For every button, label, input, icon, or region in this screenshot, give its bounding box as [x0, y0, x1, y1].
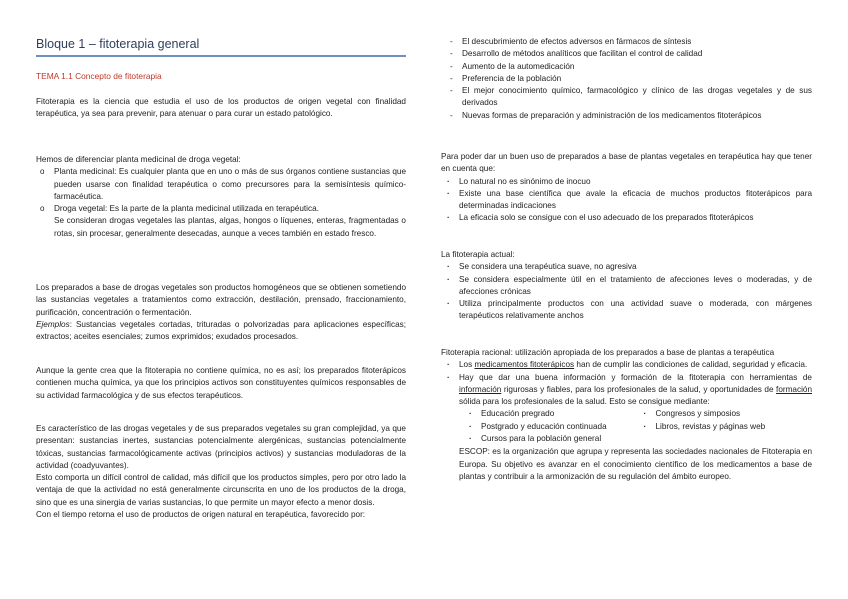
list-item: · Existe una base científica que avale la eficacia de muchos productos fitoterápicos para determinadas indicaciones	[441, 188, 812, 213]
paragraph-text: Se consideran drogas vegetales las plantas, algas, hongos o líquenes, enteras, fragmentadas o rotas, sin procesar, generalmente desecadas, aunque a veces también en estado fresco.	[54, 216, 406, 238]
section-heading: La fitoterapia actual:	[441, 250, 515, 259]
list-item: · Se considera una terapéutica suave, no agresiva	[441, 261, 812, 273]
list-item: · Educación pregrado	[463, 408, 638, 420]
list-item: · Se considera especialmente útil en el tratamiento de afecciones leves o moderadas, y de afecciones crónicas	[441, 274, 812, 299]
list-item: · Congresos y simposios	[638, 408, 813, 420]
list-item: - Nuevas formas de preparación y administración de los medicamentos fitoterápicos	[450, 110, 812, 122]
list-item: · Hay que dar una buena información y formación de la fitoterapia con herramientas de información rigurosas y fiables, para los profesionales de la salud, y oportunidades de formación sólida para los profesionales de la salud. Esto se consigue mediante: · Educación pregrado · Postgrado y educación continuada · Cursos para la población general · Congresos y simposios · Libros, revistas y páginas web ESCOP: es la organización que agrupa y representa las sociedades nacionales de Fitoterapia en Europa. Su objetivo es avanzar en el conocimiento científico de los medicamentos a base de plantas y contribuir a la armonización de su regulación del ámbito europeo.	[441, 372, 812, 484]
paragraph-text: Es característico de las drogas vegetales y de sus preparados vegetales su gran complejidad, ya que presentan: sustancias inertes, sustancias potencialmente alergénicas, sustancias potencialmente tóxicas, sustancias farmacológicamente activas (principios activos) y sustancias moduladoras de la actividad (coadyuvantes).	[36, 424, 406, 470]
planta-vs-droga-section	[36, 154, 406, 240]
list-item: · Libros, revistas y páginas web	[638, 421, 813, 433]
definitions-list	[40, 166, 406, 215]
buen-uso-section	[441, 151, 812, 225]
quimica-paragraph	[36, 365, 406, 402]
medios-list	[463, 408, 812, 445]
list-item: - Aumento de la automedicación	[450, 61, 812, 73]
fitoterapia-racional-section	[441, 347, 812, 483]
list-item: o Planta medicinal: Es cualquier planta que en uno o más de sus órganos contiene sustancias que pueden usarse con finalidad terapéutica o como precursores para la semisíntesis químico-farmacéutica.	[40, 166, 406, 203]
list-item: · Los medicamentos fitoterápicos han de cumplir las condiciones de calidad, seguridad y eficacia.	[441, 359, 812, 371]
factors-list	[450, 36, 812, 122]
list-item: - El mejor conocimiento químico, farmacológico y clínico de las drogas vegetales y de sus derivados	[450, 85, 812, 110]
paragraph-text: Para poder dar un buen uso de preparados a base de plantas vegetales en terapéutica hay que tener en cuenta que:	[441, 152, 812, 174]
list-item: o Droga vegetal: Es la parte de la planta medicinal utilizada en terapéutica.	[40, 203, 406, 215]
section-heading: Fitoterapia racional: utilización apropiada de los preparados a base de plantas a terapéutica	[441, 348, 775, 357]
list-item: - Preferencia de la población	[450, 73, 812, 85]
section-title: Bloque 1 – fitoterapia general	[36, 37, 200, 51]
paragraph-text: Hemos de diferenciar planta medicinal de droga vegetal:	[36, 155, 241, 164]
escop-paragraph: ESCOP: es la organización que agrupa y representa las sociedades nacionales de Fitoterapia en Europa. Su objetivo es avanzar en el conocimiento científico de los medicamentos a base de plantas y contribuir a la armonización de su regulación del ámbito europeo.	[459, 447, 812, 481]
formacion-link[interactable]: formación	[776, 384, 812, 394]
list-item: · La eficacia solo se consigue con el uso adecuado de los preparados fitoterápicos	[441, 212, 812, 224]
medicamentos-link[interactable]: medicamentos fitoterápicos	[474, 360, 575, 370]
informacion-link[interactable]: información	[459, 384, 502, 394]
examples-line: Ejemplos: Sustancias vegetales cortadas, trituradas o polvorizadas para aplicaciones específicas; extractos; aceites esenciales; zumos exprimidos; exudados procesados.	[36, 319, 406, 342]
list-item: · Lo natural no es sinónimo de inocuo	[441, 176, 812, 188]
list-item: - El descubrimiento de efectos adversos en fármacos de síntesis	[450, 36, 812, 48]
list-item: - Desarrollo de métodos analíticos que facilitan el control de calidad	[450, 48, 812, 60]
preparados-paragraph	[36, 282, 406, 343]
paragraph-text: Con el tiempo retorna el uso de productos de origen natural en terapéutica, favorecido por:	[36, 510, 366, 520]
paragraph-text: Aunque la gente crea que la fitoterapia no contiene química, no es así; los preparados fitoterápicos contienen mucha química, ya que los principios activos son constituyentes químicos responsables de su actividad farmacológica y de sus efectos terapéuticos.	[36, 366, 406, 400]
list-item: · Cursos para la población general	[463, 433, 638, 445]
list-item: · Postgrado y educación continuada	[463, 421, 638, 433]
paragraph-text: Fitoterapia es la ciencia que estudia el uso de los productos de origen vegetal con finalidad terapéutica, ya sea para prevenir, para atenuar o para curar un estado patológico.	[36, 97, 406, 119]
fitoterapia-actual-section	[441, 249, 812, 323]
title-divider	[36, 55, 406, 57]
complejidad-paragraph	[36, 423, 406, 521]
definition-paragraph	[36, 96, 406, 121]
list-item: · Utiliza principalmente productos con una actividad suave o moderada, con márgenes terapéuticos relativamente anchos	[441, 298, 812, 323]
paragraph-text: Los preparados a base de drogas vegetales son productos homogéneos que se obtienen sometiendo las sustancias vegetales a tratamientos como extracción, destilación, prensado, fraccionamiento, purificación, concentración o fermentación.	[36, 283, 406, 317]
topic-heading: TEMA 1.1 Concepto de fitoterapia	[36, 71, 162, 81]
paragraph-text: Esto comporta un difícil control de calidad, más difícil que los productos simples, pero por otro lado la ventaja de que la actividad no está generalmente circunscrita en uno de los productos de la droga, sino que es una sinergia de varias sustancias, lo que permite un mayor efecto a menor dosis.	[36, 473, 406, 507]
